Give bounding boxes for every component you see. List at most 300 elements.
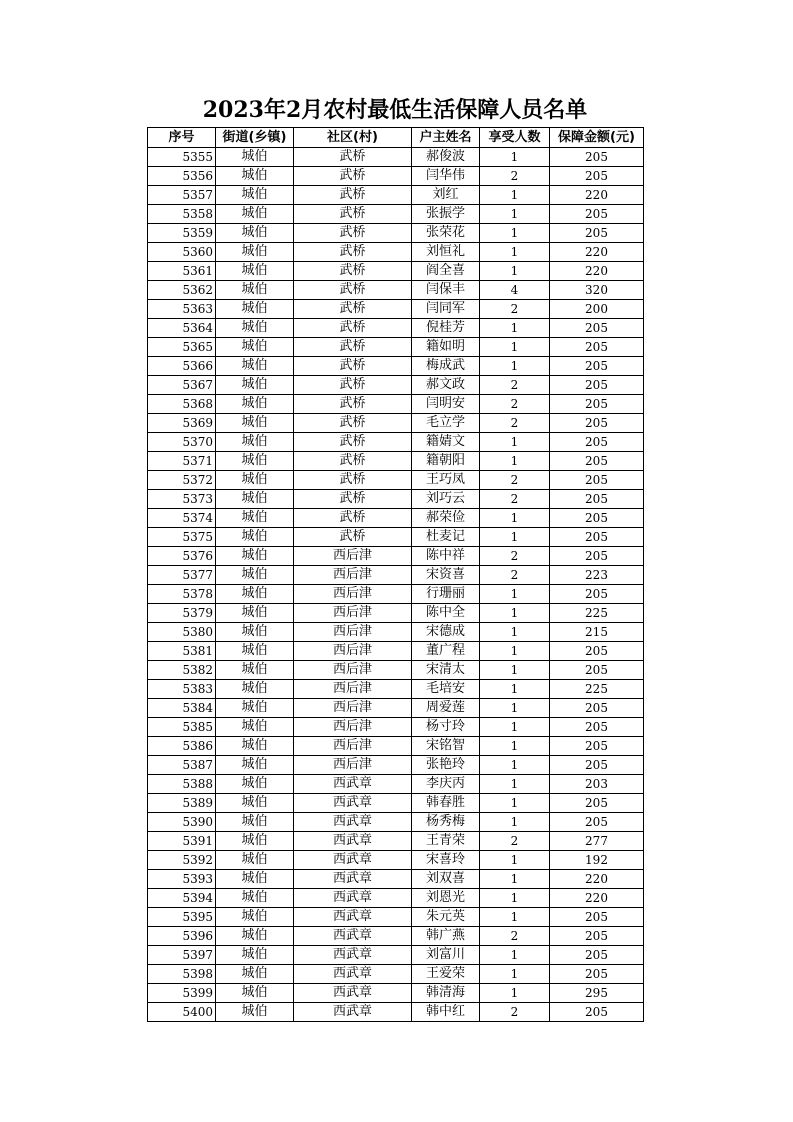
table-row (148, 300, 644, 319)
community-cell: 武桥 (294, 414, 412, 433)
street-cell: 城伯 (216, 452, 294, 471)
householder-cell: 闫保丰 (412, 281, 480, 300)
serial-no-cell: 5358 (148, 205, 216, 224)
community-cell: 西武章 (294, 908, 412, 927)
householder-cell: 梅成武 (412, 357, 480, 376)
street-cell: 城伯 (216, 585, 294, 604)
beneficiaries-cell: 1 (480, 680, 550, 699)
serial-no-cell: 5357 (148, 186, 216, 205)
amount-cell: 205 (550, 471, 644, 490)
table-row (148, 471, 644, 490)
amount-cell: 205 (550, 148, 644, 167)
serial-no-cell: 5368 (148, 395, 216, 414)
community-cell: 武桥 (294, 395, 412, 414)
amount-cell: 205 (550, 490, 644, 509)
street-cell: 城伯 (216, 319, 294, 338)
amount-cell: 205 (550, 737, 644, 756)
table-row (148, 699, 644, 718)
table-row (148, 262, 644, 281)
community-cell: 西后津 (294, 756, 412, 775)
householder-cell: 刘恩光 (412, 889, 480, 908)
amount-cell: 277 (550, 832, 644, 851)
table-row (148, 452, 644, 471)
serial-no-cell: 5359 (148, 224, 216, 243)
table-row (148, 756, 644, 775)
community-cell: 西后津 (294, 604, 412, 623)
amount-cell: 205 (550, 547, 644, 566)
table-row (148, 566, 644, 585)
table-row (148, 813, 644, 832)
serial-no-cell: 5374 (148, 509, 216, 528)
householder-cell: 郝荣俭 (412, 509, 480, 528)
street-cell: 城伯 (216, 471, 294, 490)
table-row (148, 414, 644, 433)
community-cell: 西武章 (294, 965, 412, 984)
amount-cell: 205 (550, 794, 644, 813)
beneficiaries-cell: 1 (480, 775, 550, 794)
amount-cell: 205 (550, 642, 644, 661)
community-cell: 西后津 (294, 547, 412, 566)
amount-cell: 192 (550, 851, 644, 870)
householder-cell: 王青荣 (412, 832, 480, 851)
beneficiaries-cell: 2 (480, 490, 550, 509)
community-cell: 西后津 (294, 642, 412, 661)
amount-cell: 205 (550, 376, 644, 395)
header-row (148, 128, 644, 148)
householder-cell: 杜麦记 (412, 528, 480, 547)
table-row (148, 509, 644, 528)
street-cell: 城伯 (216, 813, 294, 832)
beneficiaries-cell: 2 (480, 471, 550, 490)
householder-cell: 李庆丙 (412, 775, 480, 794)
street-cell: 城伯 (216, 490, 294, 509)
table-row (148, 642, 644, 661)
householder-cell: 行珊丽 (412, 585, 480, 604)
street-cell: 城伯 (216, 509, 294, 528)
table-row (148, 224, 644, 243)
community-cell: 西后津 (294, 585, 412, 604)
table-row (148, 870, 644, 889)
serial-no-cell: 5396 (148, 927, 216, 946)
community-cell: 西武章 (294, 870, 412, 889)
amount-cell: 223 (550, 566, 644, 585)
amount-cell: 205 (550, 756, 644, 775)
serial-no-cell: 5367 (148, 376, 216, 395)
amount-cell: 205 (550, 357, 644, 376)
street-cell: 城伯 (216, 243, 294, 262)
amount-cell: 205 (550, 661, 644, 680)
householder-cell: 闫同军 (412, 300, 480, 319)
serial-no-cell: 5370 (148, 433, 216, 452)
beneficiaries-cell: 1 (480, 528, 550, 547)
beneficiaries-cell: 1 (480, 319, 550, 338)
community-cell: 西后津 (294, 566, 412, 585)
householder-cell: 韩中红 (412, 1003, 480, 1022)
amount-cell: 320 (550, 281, 644, 300)
community-cell: 武桥 (294, 338, 412, 357)
street-cell: 城伯 (216, 148, 294, 167)
householder-cell: 闫明安 (412, 395, 480, 414)
street-cell: 城伯 (216, 1003, 294, 1022)
householder-cell: 张荣花 (412, 224, 480, 243)
beneficiaries-cell: 2 (480, 414, 550, 433)
table-row (148, 984, 644, 1003)
householder-cell: 杨秀梅 (412, 813, 480, 832)
community-cell: 武桥 (294, 224, 412, 243)
table-row (148, 775, 644, 794)
beneficiaries-cell: 1 (480, 642, 550, 661)
beneficiaries-cell: 1 (480, 718, 550, 737)
table-row (148, 319, 644, 338)
street-cell: 城伯 (216, 946, 294, 965)
amount-cell: 205 (550, 927, 644, 946)
beneficiaries-cell: 4 (480, 281, 550, 300)
street-cell: 城伯 (216, 338, 294, 357)
street-cell: 城伯 (216, 566, 294, 585)
table-row (148, 946, 644, 965)
householder-cell: 朱元英 (412, 908, 480, 927)
street-cell: 城伯 (216, 395, 294, 414)
community-cell: 西武章 (294, 889, 412, 908)
street-cell: 城伯 (216, 851, 294, 870)
table-row (148, 623, 644, 642)
serial-no-cell: 5360 (148, 243, 216, 262)
serial-no-cell: 5386 (148, 737, 216, 756)
community-cell: 武桥 (294, 167, 412, 186)
householder-cell: 宋喜玲 (412, 851, 480, 870)
community-cell: 西武章 (294, 794, 412, 813)
amount-cell: 205 (550, 699, 644, 718)
table-row (148, 433, 644, 452)
street-cell: 城伯 (216, 661, 294, 680)
amount-cell: 205 (550, 414, 644, 433)
householder-cell: 杨寸玲 (412, 718, 480, 737)
community-cell: 西后津 (294, 680, 412, 699)
householder-cell: 刘恒礼 (412, 243, 480, 262)
householder-cell: 宋资喜 (412, 566, 480, 585)
beneficiaries-cell: 1 (480, 623, 550, 642)
beneficiaries-cell: 1 (480, 813, 550, 832)
community-cell: 武桥 (294, 186, 412, 205)
serial-no-cell: 5398 (148, 965, 216, 984)
beneficiaries-cell: 1 (480, 509, 550, 528)
householder-cell: 籍如明 (412, 338, 480, 357)
householder-cell: 宋清太 (412, 661, 480, 680)
community-cell: 西武章 (294, 813, 412, 832)
table-row (148, 357, 644, 376)
serial-no-cell: 5377 (148, 566, 216, 585)
amount-cell: 205 (550, 908, 644, 927)
serial-no-cell: 5356 (148, 167, 216, 186)
serial-no-cell: 5362 (148, 281, 216, 300)
beneficiaries-cell: 2 (480, 927, 550, 946)
amount-cell: 220 (550, 889, 644, 908)
householder-cell: 韩清海 (412, 984, 480, 1003)
table-row (148, 186, 644, 205)
table-row (148, 718, 644, 737)
amount-cell: 205 (550, 585, 644, 604)
community-cell: 西后津 (294, 737, 412, 756)
householder-cell: 董广程 (412, 642, 480, 661)
householder-cell: 郝俊波 (412, 148, 480, 167)
table-row (148, 604, 644, 623)
serial-no-cell: 5399 (148, 984, 216, 1003)
householder-cell: 刘巧云 (412, 490, 480, 509)
community-cell: 武桥 (294, 376, 412, 395)
amount-cell: 205 (550, 433, 644, 452)
table-row (148, 205, 644, 224)
serial-no-cell: 5366 (148, 357, 216, 376)
serial-no-cell: 5378 (148, 585, 216, 604)
table-row (148, 908, 644, 927)
amount-cell: 205 (550, 224, 644, 243)
serial-no-cell: 5379 (148, 604, 216, 623)
street-cell: 城伯 (216, 205, 294, 224)
table-row (148, 167, 644, 186)
community-cell: 西武章 (294, 946, 412, 965)
amount-cell: 220 (550, 262, 644, 281)
community-cell: 西后津 (294, 661, 412, 680)
amount-cell: 225 (550, 680, 644, 699)
header-serial-no: 序号 (148, 128, 216, 148)
amount-cell: 295 (550, 984, 644, 1003)
street-cell: 城伯 (216, 414, 294, 433)
householder-cell: 刘红 (412, 186, 480, 205)
amount-cell: 203 (550, 775, 644, 794)
serial-no-cell: 5361 (148, 262, 216, 281)
beneficiaries-cell: 1 (480, 205, 550, 224)
beneficiaries-cell: 1 (480, 338, 550, 357)
householder-cell: 王爱荣 (412, 965, 480, 984)
serial-no-cell: 5365 (148, 338, 216, 357)
householder-cell: 周爱莲 (412, 699, 480, 718)
serial-no-cell: 5387 (148, 756, 216, 775)
serial-no-cell: 5389 (148, 794, 216, 813)
serial-no-cell: 5380 (148, 623, 216, 642)
community-cell: 武桥 (294, 452, 412, 471)
street-cell: 城伯 (216, 167, 294, 186)
street-cell: 城伯 (216, 604, 294, 623)
householder-cell: 韩广燕 (412, 927, 480, 946)
community-cell: 武桥 (294, 148, 412, 167)
beneficiaries-cell: 1 (480, 737, 550, 756)
street-cell: 城伯 (216, 965, 294, 984)
header-community: 社区(村) (294, 128, 412, 148)
beneficiaries-cell: 2 (480, 300, 550, 319)
amount-cell: 220 (550, 870, 644, 889)
amount-cell: 205 (550, 338, 644, 357)
street-cell: 城伯 (216, 376, 294, 395)
amount-cell: 205 (550, 965, 644, 984)
householder-cell: 毛立学 (412, 414, 480, 433)
beneficiaries-cell: 2 (480, 547, 550, 566)
amount-cell: 205 (550, 718, 644, 737)
community-cell: 武桥 (294, 262, 412, 281)
header-householder: 户主姓名 (412, 128, 480, 148)
beneficiaries-cell: 1 (480, 661, 550, 680)
beneficiaries-cell: 1 (480, 357, 550, 376)
amount-cell: 225 (550, 604, 644, 623)
street-cell: 城伯 (216, 718, 294, 737)
householder-cell: 籍朝阳 (412, 452, 480, 471)
beneficiaries-cell: 2 (480, 167, 550, 186)
table-row (148, 680, 644, 699)
street-cell: 城伯 (216, 186, 294, 205)
table-row (148, 737, 644, 756)
table-row (148, 243, 644, 262)
table-row (148, 281, 644, 300)
beneficiaries-cell: 1 (480, 946, 550, 965)
householder-cell: 张艳玲 (412, 756, 480, 775)
serial-no-cell: 5363 (148, 300, 216, 319)
community-cell: 武桥 (294, 528, 412, 547)
householder-cell: 宋德成 (412, 623, 480, 642)
community-cell: 西武章 (294, 927, 412, 946)
serial-no-cell: 5375 (148, 528, 216, 547)
community-cell: 西武章 (294, 775, 412, 794)
table-row (148, 585, 644, 604)
beneficiaries-cell: 1 (480, 148, 550, 167)
table-body (148, 148, 644, 1022)
beneficiaries-cell: 1 (480, 224, 550, 243)
street-cell: 城伯 (216, 547, 294, 566)
table-row (148, 528, 644, 547)
beneficiaries-cell: 1 (480, 756, 550, 775)
householder-cell: 韩春胜 (412, 794, 480, 813)
serial-no-cell: 5381 (148, 642, 216, 661)
amount-cell: 205 (550, 319, 644, 338)
serial-no-cell: 5400 (148, 1003, 216, 1022)
amount-cell: 205 (550, 1003, 644, 1022)
householder-cell: 阎全喜 (412, 262, 480, 281)
community-cell: 西后津 (294, 718, 412, 737)
beneficiaries-cell: 1 (480, 984, 550, 1003)
householder-cell: 闫华伟 (412, 167, 480, 186)
serial-no-cell: 5390 (148, 813, 216, 832)
street-cell: 城伯 (216, 756, 294, 775)
amount-cell: 205 (550, 946, 644, 965)
beneficiaries-cell: 1 (480, 186, 550, 205)
beneficiaries-cell: 1 (480, 965, 550, 984)
street-cell: 城伯 (216, 281, 294, 300)
table-row (148, 490, 644, 509)
householder-cell: 张振学 (412, 205, 480, 224)
amount-cell: 205 (550, 205, 644, 224)
serial-no-cell: 5391 (148, 832, 216, 851)
beneficiaries-cell: 1 (480, 851, 550, 870)
householder-cell: 王巧凤 (412, 471, 480, 490)
beneficiaries-cell: 1 (480, 433, 550, 452)
beneficiaries-cell: 2 (480, 832, 550, 851)
community-cell: 武桥 (294, 471, 412, 490)
beneficiaries-cell: 1 (480, 908, 550, 927)
community-cell: 武桥 (294, 490, 412, 509)
community-cell: 武桥 (294, 319, 412, 338)
community-cell: 西后津 (294, 699, 412, 718)
community-cell: 西武章 (294, 984, 412, 1003)
householder-cell: 籍婧文 (412, 433, 480, 452)
table-row (148, 338, 644, 357)
community-cell: 武桥 (294, 281, 412, 300)
street-cell: 城伯 (216, 908, 294, 927)
serial-no-cell: 5364 (148, 319, 216, 338)
serial-no-cell: 5388 (148, 775, 216, 794)
beneficiaries-cell: 1 (480, 889, 550, 908)
beneficiaries-cell: 1 (480, 699, 550, 718)
community-cell: 武桥 (294, 243, 412, 262)
serial-no-cell: 5395 (148, 908, 216, 927)
table-row (148, 889, 644, 908)
beneficiaries-cell: 1 (480, 870, 550, 889)
table-row (148, 148, 644, 167)
community-cell: 西武章 (294, 851, 412, 870)
header-amount: 保障金额(元) (550, 128, 644, 148)
serial-no-cell: 5392 (148, 851, 216, 870)
serial-no-cell: 5397 (148, 946, 216, 965)
community-cell: 西后津 (294, 623, 412, 642)
community-cell: 西武章 (294, 832, 412, 851)
community-cell: 武桥 (294, 300, 412, 319)
community-cell: 武桥 (294, 205, 412, 224)
beneficiaries-cell: 1 (480, 604, 550, 623)
street-cell: 城伯 (216, 623, 294, 642)
amount-cell: 205 (550, 167, 644, 186)
table-row (148, 965, 644, 984)
street-cell: 城伯 (216, 699, 294, 718)
table-row (148, 395, 644, 414)
serial-no-cell: 5383 (148, 680, 216, 699)
amount-cell: 215 (550, 623, 644, 642)
serial-no-cell: 5373 (148, 490, 216, 509)
header-beneficiaries: 享受人数 (480, 128, 550, 148)
street-cell: 城伯 (216, 262, 294, 281)
amount-cell: 220 (550, 243, 644, 262)
amount-cell: 205 (550, 528, 644, 547)
table-row (148, 1003, 644, 1022)
community-cell: 武桥 (294, 509, 412, 528)
amount-cell: 200 (550, 300, 644, 319)
serial-no-cell: 5393 (148, 870, 216, 889)
street-cell: 城伯 (216, 737, 294, 756)
street-cell: 城伯 (216, 775, 294, 794)
beneficiaries-cell: 2 (480, 395, 550, 414)
amount-cell: 205 (550, 452, 644, 471)
table-row (148, 927, 644, 946)
amount-cell: 220 (550, 186, 644, 205)
beneficiaries-cell: 1 (480, 262, 550, 281)
street-cell: 城伯 (216, 224, 294, 243)
table-row (148, 376, 644, 395)
street-cell: 城伯 (216, 642, 294, 661)
street-cell: 城伯 (216, 357, 294, 376)
householder-cell: 宋铭智 (412, 737, 480, 756)
beneficiaries-cell: 1 (480, 243, 550, 262)
street-cell: 城伯 (216, 680, 294, 699)
serial-no-cell: 5371 (148, 452, 216, 471)
table-row (148, 832, 644, 851)
serial-no-cell: 5394 (148, 889, 216, 908)
table-row (148, 661, 644, 680)
householder-cell: 倪桂芳 (412, 319, 480, 338)
community-cell: 西武章 (294, 1003, 412, 1022)
street-cell: 城伯 (216, 433, 294, 452)
beneficiaries-cell: 2 (480, 566, 550, 585)
beneficiaries-cell: 2 (480, 1003, 550, 1022)
serial-no-cell: 5355 (148, 148, 216, 167)
householder-cell: 陈中祥 (412, 547, 480, 566)
recipients-table (147, 127, 644, 1022)
beneficiaries-cell: 1 (480, 794, 550, 813)
